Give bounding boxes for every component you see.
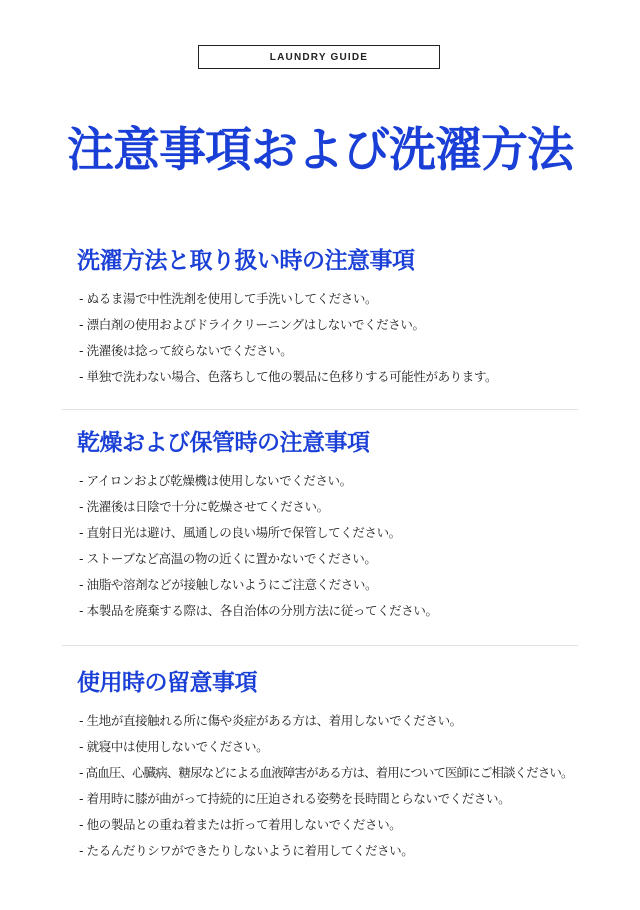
list-item: - 着用時に膝が曲がって持続的に圧迫される姿勢を長時間とらないでください。: [79, 791, 511, 806]
list-item: - アイロンおよび乾燥機は使用しないでください。: [79, 473, 352, 488]
section-divider: [62, 409, 578, 410]
drying-storage-list: [79, 468, 438, 624]
list-item: - 直射日光は避け、風通しの良い場所で保管してください。: [79, 525, 401, 540]
list-item: - 本製品を廃棄する際は、各自治体の分別方法に従ってください。: [79, 603, 438, 618]
washing-handling-list: [79, 286, 497, 390]
list-item: - 洗濯後は捻って絞らないでください。: [79, 343, 293, 358]
list-item: - 他の製品との重ね着または折って着用しないでください。: [79, 817, 402, 832]
list-item: - 生地が直接触れる所に傷や炎症がある方は、着用しないでください。: [79, 713, 462, 728]
list-item: - 高血圧、心臓病、糖尿などによる血液障害がある方は、着用について医師にご相談ください。: [79, 765, 573, 780]
section-divider: [62, 645, 578, 646]
list-item: - 油脂や溶剤などが接触しないようにご注意ください。: [79, 577, 378, 592]
list-item: - 洗濯後は日陰で十分に乾燥させてください。: [79, 499, 329, 514]
list-item: - ぬるま湯で中性洗剤を使用して手洗いしてください。: [79, 291, 378, 306]
section-heading-washing-handling: 洗濯方法と取り扱い時の注意事項: [77, 248, 415, 274]
list-item: - ストーブなど高温の物の近くに置かないでください。: [79, 551, 377, 566]
list-item: - 就寝中は使用しないでください。: [79, 739, 269, 754]
list-item: - 漂白剤の使用およびドライクリーニングはしないでください。: [79, 317, 425, 332]
list-item: - たるんだりシワができたりしないように着用してください。: [79, 843, 414, 858]
usage-notes-list: [79, 708, 573, 864]
laundry-guide-badge: LAUNDRY GUIDE: [198, 45, 440, 69]
section-heading-drying-storage: 乾燥および保管時の注意事項: [77, 430, 370, 456]
list-item: - 単独で洗わない場合、色落ちして他の製品に色移りする可能性があります。: [79, 369, 498, 384]
page-title: 注意事項および洗濯方法: [67, 123, 573, 178]
section-heading-usage-notes: 使用時の留意事項: [77, 670, 257, 696]
